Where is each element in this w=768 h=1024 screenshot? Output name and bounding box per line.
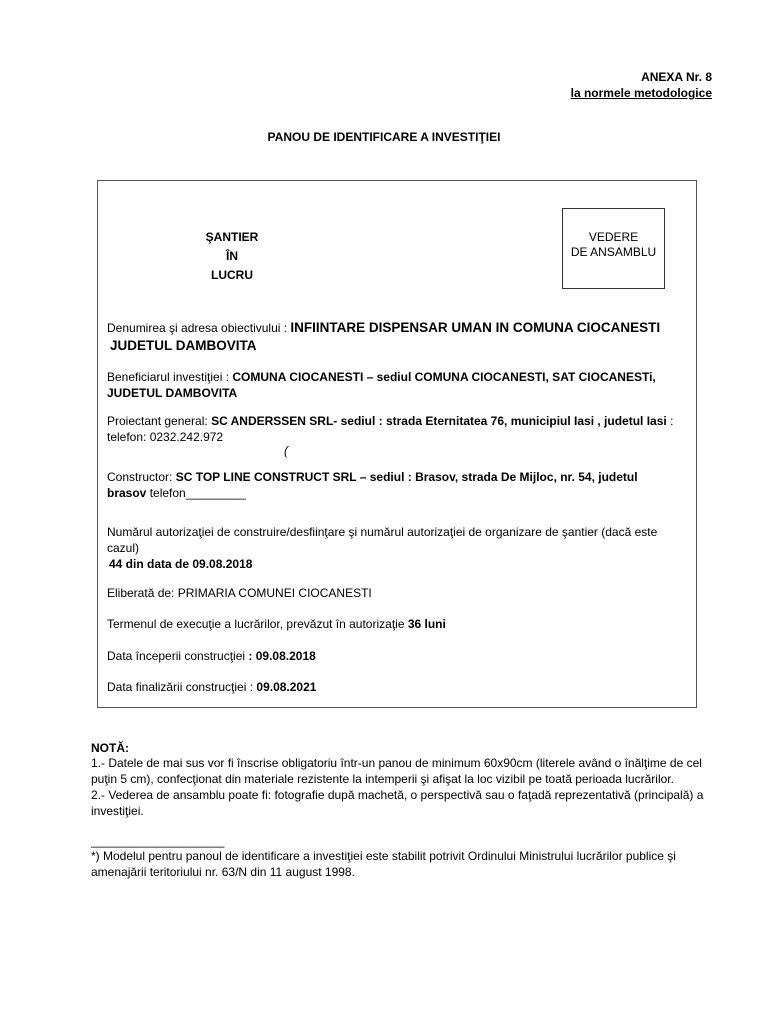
denumire-value-line2: JUDETUL DAMBOVITA	[110, 338, 257, 353]
autorizatie-value: 44 din data de 09.08.2018	[109, 557, 253, 571]
page-title: PANOU DE IDENTIFICARE A INVESTIŢIEI	[267, 130, 501, 144]
inceput-label: Data începerii construcţiei	[107, 649, 249, 663]
annex-number: ANEXA Nr. 8	[641, 70, 712, 84]
nota-item-2: 2.- Vederea de ansamblu poate fi: fotografie după machetă, o perspectivă sau o faţadă reprezentativă (principală) a investiţiei.	[91, 788, 704, 818]
santier-label	[200, 228, 264, 285]
beneficiar-value-line2: JUDETUL DAMBOVITA	[107, 386, 238, 400]
termen-row	[107, 616, 685, 632]
eliberata-value: PRIMARIA COMUNEI CIOCANESTI	[177, 586, 372, 600]
nota-heading: NOTĂ:	[91, 741, 129, 755]
nota-item-1: 1.- Datele de mai sus vor fi înscrise obligatoriu într-un panou de minimum 60x90cm (literele având o înălţime de cel puţin 5 cm), confecţionat din materiale rezistente la intemperii şi afişat la loc vizibil pe toată perioada lucrărilor.	[91, 756, 702, 786]
inceput-value: : 09.08.2018	[248, 649, 316, 663]
proiectant-value: SC ANDERSSEN SRL- sediul : strada Eternitatea 76, municipiul Iasi , judetul Iasi	[211, 414, 667, 428]
constructor-row-2	[107, 485, 685, 501]
denumire-label: Denumirea şi adresa obiectivului :	[107, 321, 291, 335]
final-row	[107, 679, 685, 695]
final-label: Data finalizării construcţiei :	[107, 680, 257, 694]
vedere-ansamblu-box	[562, 208, 665, 289]
footnote-rule: ____________________	[91, 834, 225, 848]
denumire-value: INFIINTARE DISPENSAR UMAN IN COMUNA CIOCANESTI	[290, 320, 661, 335]
proiectant-row	[107, 413, 685, 429]
termen-label: Termenul de execuţie a lucrărilor, prevăzut în autorizaţie	[107, 617, 408, 631]
constructor-row	[107, 469, 685, 485]
santier-line-2: ÎN	[226, 249, 238, 263]
proiectant-separator: :	[666, 414, 674, 428]
santier-line-3: LUCRU	[211, 268, 253, 282]
constructor-label: Constructor:	[107, 470, 176, 484]
vedere-line-2: DE ANSAMBLU	[570, 245, 657, 259]
footnote-text: *) Modelul pentru panoul de identificare a investiţiei este stabilit potrivit Ordinului Ministrului lucrărilor publice şi amenajării teritoriului nr. 63/N din 11 august 1998.	[91, 849, 676, 879]
eliberata-row	[107, 585, 685, 601]
stray-parenthesis: (	[284, 444, 288, 458]
autorizatie-label: Numărul autorizaţiei de construire/desfiinţare şi numărul autorizaţiei de organizare de şantier (dacă este cazul)	[107, 525, 658, 555]
vedere-line-1: VEDERE	[588, 230, 639, 244]
constructor-value-line2: brasov	[107, 486, 147, 500]
eliberata-label: Eliberată de:	[107, 586, 178, 600]
denumire-row	[107, 320, 685, 336]
annex-subtitle: la normele metodologice	[570, 86, 712, 100]
final-value: 09.08.2021	[256, 680, 317, 694]
proiectant-phone: telefon: 0232.242.972	[107, 430, 224, 444]
constructor-phone: telefon_________	[146, 486, 246, 500]
beneficiar-row	[107, 369, 685, 385]
inceput-row	[107, 648, 685, 664]
santier-line-1: ŞANTIER	[205, 230, 259, 244]
proiectant-label: Proiectant general:	[107, 414, 212, 428]
termen-value: 36 luni	[407, 617, 446, 631]
beneficiar-value: COMUNA CIOCANESTI – sediul COMUNA CIOCANESTI, SAT CIOCANESTi,	[232, 370, 656, 384]
beneficiar-label: Beneficiarul investiţiei :	[107, 370, 233, 384]
constructor-value: SC TOP LINE CONSTRUCT SRL – sediul : Brasov, strada De Mijloc, nr. 54, judetul	[175, 470, 638, 484]
